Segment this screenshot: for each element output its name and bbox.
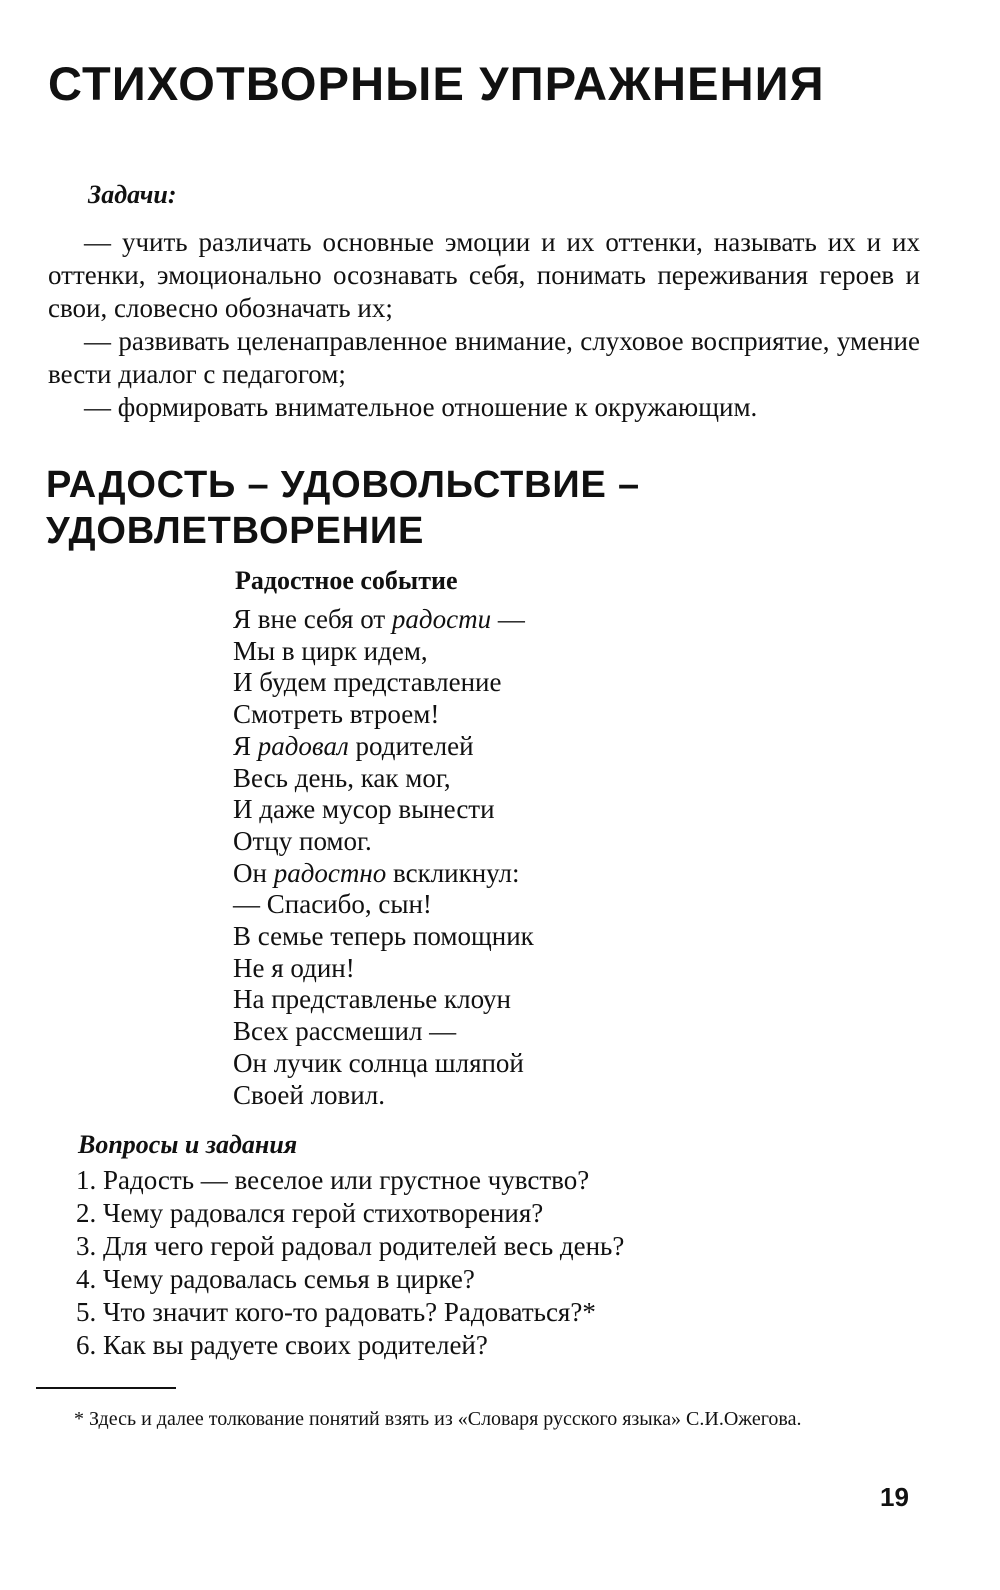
poem-title: Радостное событие bbox=[235, 566, 458, 595]
question-item: 3. Для чего герой радовал родителей весь день? bbox=[76, 1231, 625, 1261]
task-item: — формировать внимательное отношение к окружающим. bbox=[84, 392, 758, 422]
poem-emphasis: радостно bbox=[273, 857, 387, 888]
questions-heading: Вопросы и задания bbox=[78, 1130, 298, 1159]
footnote-divider bbox=[36, 1387, 176, 1389]
poem-line: Он радостно вскликнул: bbox=[233, 857, 520, 888]
poem-line: Смотреть втроем! bbox=[233, 699, 440, 730]
poem-line: В семье теперь помощник bbox=[233, 921, 534, 952]
question-item: 1. Радость — веселое или грустное чувство? bbox=[76, 1165, 590, 1195]
task-item: — учить различать основные эмоции и их оттенки, называть их и их оттенки, эмоционально осознавать себя, понимать переживания героев и свои, словесно обозначать их; bbox=[48, 227, 920, 323]
poem-line: Отцу помог. bbox=[233, 825, 372, 856]
section-title bbox=[46, 462, 640, 554]
tasks-heading: Задачи: bbox=[88, 180, 177, 209]
poem-body bbox=[233, 604, 534, 1111]
footnote: * Здесь и далее толкование понятий взять из «Словаря русского языка» С.И.Ожегова. bbox=[74, 1408, 802, 1430]
poem-emphasis: радовал bbox=[257, 730, 349, 761]
poem-emphasis: радости bbox=[391, 604, 492, 634]
poem-line: Мы в цирк идем, bbox=[233, 635, 428, 666]
question-item: 4. Чему радовалась семья в цирке? bbox=[76, 1264, 475, 1294]
poem-line: Я вне себя от радости — bbox=[233, 604, 525, 634]
section-title-line: РАДОСТЬ – УДОВОЛЬСТВИЕ – bbox=[46, 464, 640, 506]
poem-line: И будем представление bbox=[233, 667, 502, 698]
page-number: 19 bbox=[880, 1482, 909, 1512]
poem-line: Всех рассмешил — bbox=[233, 1016, 457, 1047]
section-title-line: УДОВЛЕТВОРЕНИЕ bbox=[46, 510, 425, 552]
poem-line: И даже мусор вынести bbox=[233, 794, 495, 825]
poem-line: На представленье клоун bbox=[233, 984, 512, 1015]
poem-line: Не я один! bbox=[233, 952, 355, 983]
question-item: 6. Как вы радуете своих родителей? bbox=[76, 1330, 488, 1360]
question-item: 2. Чему радовался герой стихотворения? bbox=[76, 1198, 544, 1228]
questions-list bbox=[76, 1164, 624, 1362]
tasks-list bbox=[48, 226, 920, 424]
poem-line: Он лучик солнца шляпой bbox=[233, 1047, 524, 1078]
task-item: — развивать целенаправленное внимание, слуховое восприятие, умение вести диалог с педагогом; bbox=[48, 326, 920, 389]
page-title: СТИХОТВОРНЫЕ УПРАЖНЕНИЯ bbox=[48, 57, 825, 110]
poem-line: — Спасибо, сын! bbox=[233, 889, 432, 920]
poem-line: Весь день, как мог, bbox=[233, 762, 451, 793]
question-item: 5. Что значит кого-то радовать? Радоваться?* bbox=[76, 1297, 596, 1327]
poem-line: Своей ловил. bbox=[233, 1079, 385, 1110]
poem-line: Я радовал родителей bbox=[233, 730, 474, 761]
